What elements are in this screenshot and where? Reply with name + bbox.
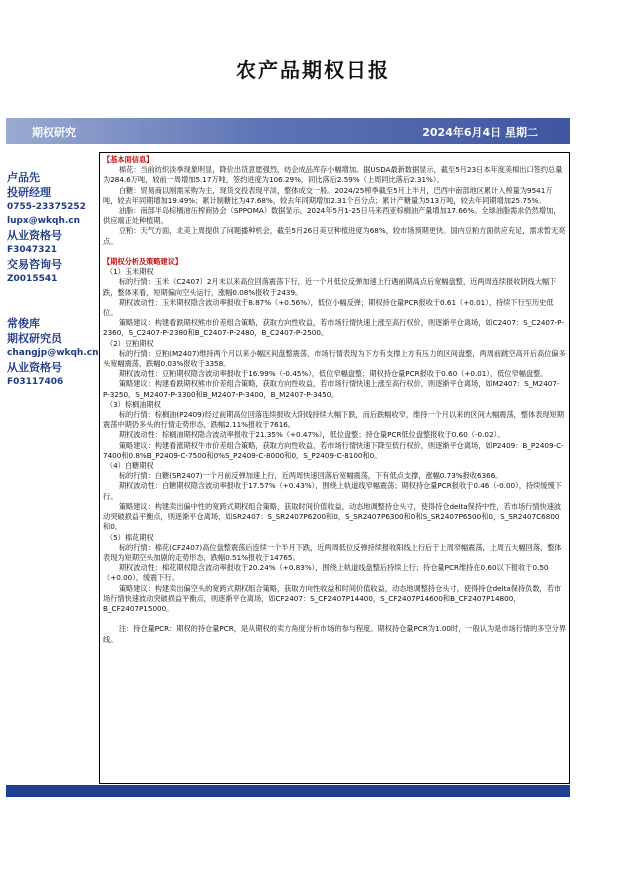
paragraph: 策略建议：构建卖出偏中性的宽跨式期权组合策略，获取时间价值收益，动态地调整持仓头寸，使得持仓delta保持中性，若市场行情快速波动突破损益平衡点，则逐渐平仓离场，如SR2407：S_SR2407P6200和0，S_SR2407P6300和0和S_SR2407P6500和0，S_SR2407C6800和0。: [103, 501, 562, 532]
paragraph: 标的行情：棕榈油(P2409)经过前期高位回落连续报收大阴线持续大幅下跌，而后跌幅收窄，维持一个月以来的区间大幅震荡，整体表现短期震荡中期仍多头的行情走势形态，跌幅2.11%报收于7616。: [103, 410, 564, 430]
paragraph: 期权波动性：棉花期权隐含波动率报收于20.24%（+0.83%），围绕上轨道线盘整后持续上行；持仓量PCR维持在0.60以下报收于0.50（+0.00），缓震下行。: [103, 563, 549, 583]
trade-consult-number: Z0015541: [7, 274, 58, 284]
paragraph: 豆粕：天气方面，北美上周提供了问题播种机会，截至5月26日美豆种植进度为68%，较市场预期更快。国内豆粕方面供应充足，需求暂无亮点。: [103, 226, 566, 246]
section-label: 期权研究: [32, 126, 76, 139]
analyst-phone: 0755-23375252: [7, 202, 86, 212]
paragraph: 策略建议：构建卖出偏空头的宽跨式期权组合策略，获取方向性收益和时间价值收益，动态地调整持仓头寸，使得持仓delta保持负数，若市场行情快速波动突破损益平衡点，则逐渐平仓离场，如CF2407：S_CF2407P14400，S_CF2407P14600和B_CF2407P14800，B_CF2407P15000。: [103, 583, 562, 613]
subsection-heading: （4）白糖期权: [105, 461, 154, 471]
footer-bar: [6, 785, 570, 797]
header-bar: [6, 118, 570, 144]
subsection-heading: （3）棕榈油期权: [105, 399, 161, 409]
analyst-title: 期权研究员: [7, 332, 62, 345]
paragraph: 标的行情：白糖(SR2407)一个月前反弹加速上行，近两周快速回落后宽幅震荡，下有低点支撑，涨幅0.73%报收6366。: [118, 471, 503, 481]
paragraph: 标的行情：玉米（C2407）2月末以来高位回落震荡下行，近一个月低位反弹加速上行遇前期高点后宽幅盘整，近两周连续报收阴线大幅下跌，整体来看，短期偏向空头运行，涨幅0.08%报收于2439。: [103, 277, 557, 297]
paragraph: 期权波动性：豆粕期权隐含波动率报收于16.99%（-0.45%），低位窄幅盘整；期权持仓量PCR报收于0.60（+0.01），低位窄幅盘整。: [118, 369, 548, 379]
spacer: [103, 614, 566, 624]
qualification-label: 从业资格号: [7, 229, 62, 242]
paragraph: 标的行情：棉花(CF2407)高位盘整震荡后连续一个半月下跌，近两周低位反弹持续报收阳线上行后于上周窄幅震荡，上周五大幅回落，整体表现为短期空头加剧的走势形态，跌幅0.51%报收于14765。: [103, 542, 562, 562]
analyst-name: 常俊库: [7, 317, 40, 330]
paragraph: 策略建议：构建看涨期权牛市价差组合策略，获取方向性收益，若市场行情快速下降至低行权价，则逐渐平仓离场，如P2409：B_P2409-C-7400和0.8%B_P2409-C-7500和0%S_P2409-C-8000和0，S_P2409-C-8100和0。: [103, 440, 564, 460]
trade-consult-label: 交易咨询号: [7, 258, 62, 271]
section-heading: 【期权分析及策略建议】: [103, 257, 183, 267]
paragraph: 白糖：贸易商以刚需采购为主，现货交投表现平淡，整体成交一般。2024/25榨季截至5月上半月，巴西中南部地区累计入榨量为9541万吨，较去年同期增加19.49%；累计制糖比为47.68%，较去年同期增加2.31个百分点；累计产糖量为513万吨，较去年同期增加25.75%。: [103, 185, 553, 205]
analyst-name: 卢品先: [7, 171, 40, 184]
analyst-title: 投研经理: [7, 186, 51, 199]
qualification-number: F03117406: [7, 377, 64, 387]
paragraph: 策略建议：构建看跌期权熊市价差组合策略，获取方向性收益，若市场行情快速上涨至高行权价，则逐渐平仓离场，如C2407：S_C2407-P-2360，S_C2407-P-2380和B_C2407-P-2480，B_C2407-P-2500。: [103, 318, 564, 338]
qualification-label: 从业资格号: [7, 361, 62, 374]
analyst-email: changjp@wkqh.cn: [7, 348, 99, 358]
paragraph: 标的行情：豆粕(M2407)维持两个月以来小幅区间盘整震荡，市场行情表现为下方有支撑上方有压力的区间盘整，两周前跳空高开后高位偏多头宽幅震荡，跌幅0.03%报收于3358。: [103, 348, 566, 369]
paragraph: 注：持仓量PCR：期权的持仓量PCR，是从期权的卖方角度分析市场的参与程度。期权持仓量PCR为1.00时，一般认为是市场行情的多空分界线。: [103, 624, 567, 644]
report-body: [103, 155, 566, 645]
spacer: [103, 247, 566, 257]
analyst-sidebar: [7, 170, 99, 389]
section-heading: 【基本面信息】: [103, 155, 154, 164]
doc-title: 农产品期权日报: [236, 58, 390, 82]
report-date: 2024年6月4日 星期二: [422, 126, 538, 139]
paragraph: 期权波动性：玉米期权隐含波动率报收于8.87%（+0.56%），低位小幅反弹；期权持仓量PCR报收于0.61（+0.01），持续下行至历史低位。: [103, 297, 554, 318]
qualification-number: F3047321: [7, 245, 57, 255]
paragraph: 期权波动性：棕榈油期权隐含波动率报收于21.35%（+0.47%），低位盘整；持仓量PCR低位盘整报收于0.60（-0.02）。: [118, 430, 505, 440]
paragraph: 棉花：当前纺织淡季现象明显，降价出货意愿强烈，纺企成品库存小幅增加。据USDA最新数据显示，截至5月23日本年度美棉出口签约总量为284.6万吨，较前一周增加5.17万吨，签约进度为106.29%，同比落后2.59%（上周同比落后2.31%）。: [103, 165, 563, 185]
paragraph: 油脂：南部半岛棕榈油压榨商协会（SPPOMA）数据显示，2024年5月1-25日马来西亚棕榈油产量增加17.66%。全球油脂需求仍然增加，供应端正处种植期。: [103, 206, 561, 226]
paragraph: 期权波动性：白糖期权隐含波动率报收于17.57%（+0.43%），围绕上轨道线窄幅震荡；期权持仓量PCR报收于0.46（-0.00），持续缓慢下行。: [103, 481, 562, 501]
subsection-heading: （1）玉米期权: [105, 267, 154, 277]
paragraph: 策略建议：构建看跌期权熊市价差组合策略，获取方向性收益，若市场行情快速上涨至高行权价，则逐渐平仓离场，如M2407：S_M2407-P-3250，S_M2407-P-3300和B_M2407-P-3400，B_M2407-P-3450。: [103, 379, 560, 399]
analyst-email: lupx@wkqh.cn: [7, 216, 81, 226]
subsection-heading: （2）豆粕期权: [105, 338, 154, 348]
subsection-heading: （5）棉花期权: [105, 532, 154, 542]
